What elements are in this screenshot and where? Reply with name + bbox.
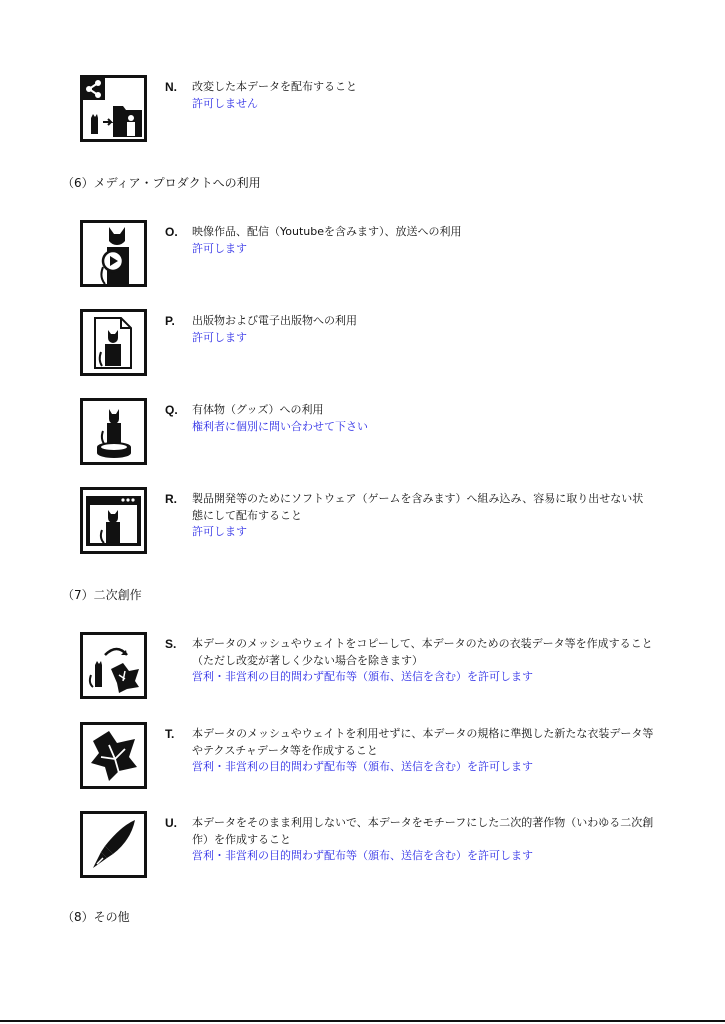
item-letter: S. [165, 637, 177, 651]
software-embed-icon [80, 487, 147, 554]
item-description: 改変した本データを配布すること [192, 80, 357, 93]
item-permission: 営利・非営利の目的問わず配布等（頒布、送信を含む）を許可します [192, 670, 533, 683]
item-description: 本データをそのまま利用しないで、本データをモチーフにした二次的著作物（いわゆる二次創 [192, 816, 654, 829]
item-letter: U. [165, 816, 177, 830]
item-permission: 許可します [192, 241, 247, 255]
item-description: 本データのメッシュやウェイトを利用せずに、本データの規格に準拠した新たな衣装データ等 [192, 727, 654, 740]
item-permission: 許可します [192, 525, 247, 538]
section-heading-6: （6）メディア・プロダクトへの利用 [62, 176, 261, 190]
page-bottom-rule [0, 1020, 725, 1022]
video-broadcast-icon [80, 220, 147, 287]
publication-icon [80, 309, 147, 376]
pen-nib-icon [80, 811, 147, 878]
item-description: 映像作品、配信（Youtubeを含みます）、放送への利用 [192, 225, 462, 238]
item-description: やテクスチャデータ等を作成すること [192, 743, 378, 757]
item-permission: 許可しません [192, 96, 258, 110]
section-heading-7: （7）二次創作 [62, 588, 142, 602]
item-description: 有体物（グッズ）への利用 [192, 403, 324, 416]
goods-figure-icon [80, 398, 147, 465]
item-letter: P. [165, 314, 175, 328]
item-description: 態にして配布すること [192, 508, 302, 522]
item-description: （ただし改変が著しく少ない場合を除きます） [192, 653, 423, 667]
item-permission: 営利・非営利の目的問わず配布等（頒布、送信を含む）を許可します [192, 760, 533, 773]
share-modified-data-icon [80, 75, 147, 142]
item-permission: 営利・非営利の目的問わず配布等（頒布、送信を含む）を許可します [192, 849, 533, 862]
item-letter: O. [165, 225, 178, 239]
item-letter: R. [165, 492, 177, 506]
costume-copy-icon [80, 632, 147, 699]
item-permission: 権利者に個別に問い合わせて下さい [192, 419, 368, 433]
item-description: 製品開発等のためにソフトウェア（ゲームを含みます）へ組み込み、容易に取り出せない状 [192, 492, 644, 505]
item-letter: N. [165, 80, 177, 94]
item-letter: Q. [165, 403, 178, 417]
item-permission: 許可します [192, 330, 247, 344]
item-letter: T. [165, 727, 175, 741]
new-costume-icon [80, 722, 147, 789]
item-description: 出版物および電子出版物への利用 [192, 314, 357, 327]
section-heading-8: （8）その他 [62, 910, 130, 924]
item-description: 本データのメッシュやウェイトをコピーして、本データのための衣装データ等を作成すること [192, 637, 653, 650]
item-description: 作）を作成すること [192, 832, 291, 846]
